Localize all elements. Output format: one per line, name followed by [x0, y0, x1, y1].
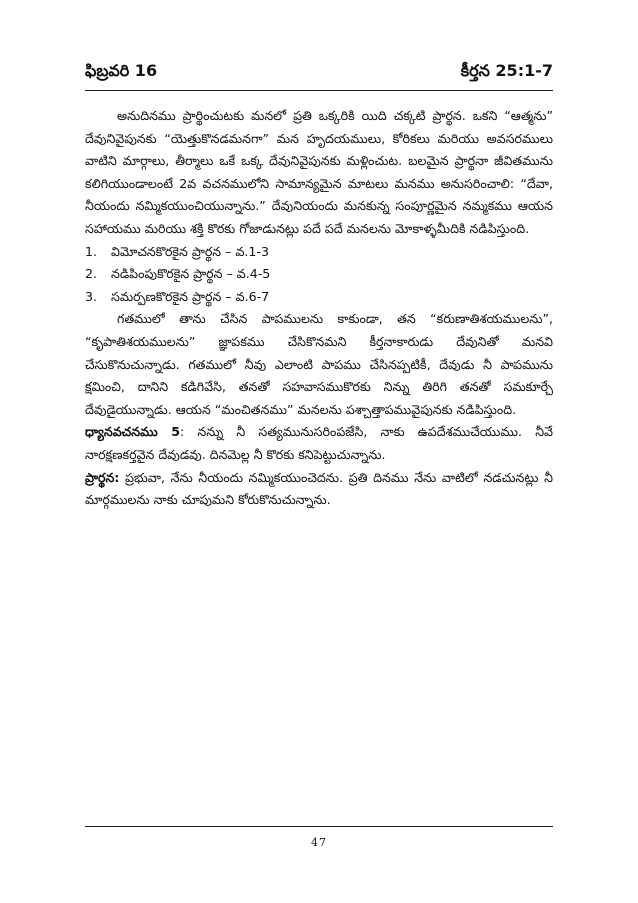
header-date: ఫిబ్రవరి 16: [85, 61, 158, 80]
second-paragraph: గతములో తాను చేసిన పాపములను కాకుండా, తన “కరుణాతిశయములను”, “కృపాతిశయములను” జ్ఞాపకము చేసికొనమని కీర్తనాకారుడు దేవునితో మనవి చేసుకొనుచున్నాడు. గతములో నీవు ఎలాంటి పాపము చేసినప్పటికీ, దేవుడు నీ పాపమును క్షమించి, దానిని కడిగివేసి, తనతో సహవాసముకొరకు నిన్ను తిరిగి తనతో సమకూర్చే దేవుడైయున్నాడు. ఆయన “మంచితనము” మనలను పశ్చాత్తాపమువైపునకు నడిపిస్తుంది.: [85, 311, 553, 417]
page-number: 47: [311, 836, 327, 849]
meditation-text: : నన్ను నీ సత్యమునుసరింపజేసి, నాకు ఉపదేశముచేయుము. నీవే నారక్షణకర్తవైన దేవుడవు. దినమెల్ల నీ కొరకు కనిపెట్టుచున్నాను.: [85, 424, 553, 462]
list-item-text: సమర్పణకొరకైన ప్రార్థన – వ.6-7: [111, 288, 270, 304]
prayer-section: [85, 467, 553, 512]
list-item-number: 1.: [85, 243, 98, 259]
list-item-text: విమోచనకొరకైన ప్రార్థన – వ.1-3: [111, 243, 269, 259]
header-scripture-reference: కీర్తన 25:1-7: [460, 61, 553, 80]
devotional-body: [85, 105, 553, 512]
meditation-label: ధ్యానవచనము 5: [85, 424, 181, 440]
footer-divider: [85, 826, 553, 827]
list-item-text: నడిపింపుకొరకైన ప్రార్థన – వ.4-5: [111, 266, 271, 282]
intro-paragraph: అనుదినము ప్రార్థించుటకు మనలో ప్రతి ఒక్కరికి యిది చక్కటి ప్రార్థన. ఒకని “ఆత్మను” దేవునివైపునకు “యెత్తుకొనడమనగా” మన హృదయములు, కోరికలు మరియు అవసరములు వాటిని మార్గాలు, తీర్మాలు ఒకే ఒక్క దేవునివైపునకు మళ్లించుట. బలమైన ప్రార్థనా జీవితమును కలిగియుండాలంటే 2వ వచనములోని సామాన్యమైన మాటలు మనము అనుసరించాలి: “దేవా, నీయందు నమ్మికయుంచియున్నాను.” దేవునియందు మనకున్న సంపూర్ణమైన నమ్మకము ఆయన సహాయము మరియు శక్తి కొరకు గోజాడునట్లు పదే పదే మనలను మోకాళ్ళమీదికి నడిపిస్తుంది.: [85, 108, 553, 236]
list-item-number: 3.: [85, 288, 98, 304]
meditation-verse: [85, 421, 553, 466]
list-item-number: 2.: [85, 266, 98, 282]
header-divider: [85, 90, 553, 91]
prayer-label: ప్రార్థన:: [85, 469, 120, 485]
prayer-text: ప్రభువా, నేను నీయందు నమ్మికయుంచెదను. ప్రతి దినము నేను వాటిలో నడచునట్లు నీ మార్గములను నాకు చూపుమని కోరుకొనుచున్నాను.: [85, 469, 553, 508]
list-item: [85, 241, 553, 264]
list-item: [85, 263, 553, 286]
prayer-outline-list: [85, 241, 553, 309]
page-header: [85, 58, 553, 84]
list-item: [85, 286, 553, 309]
